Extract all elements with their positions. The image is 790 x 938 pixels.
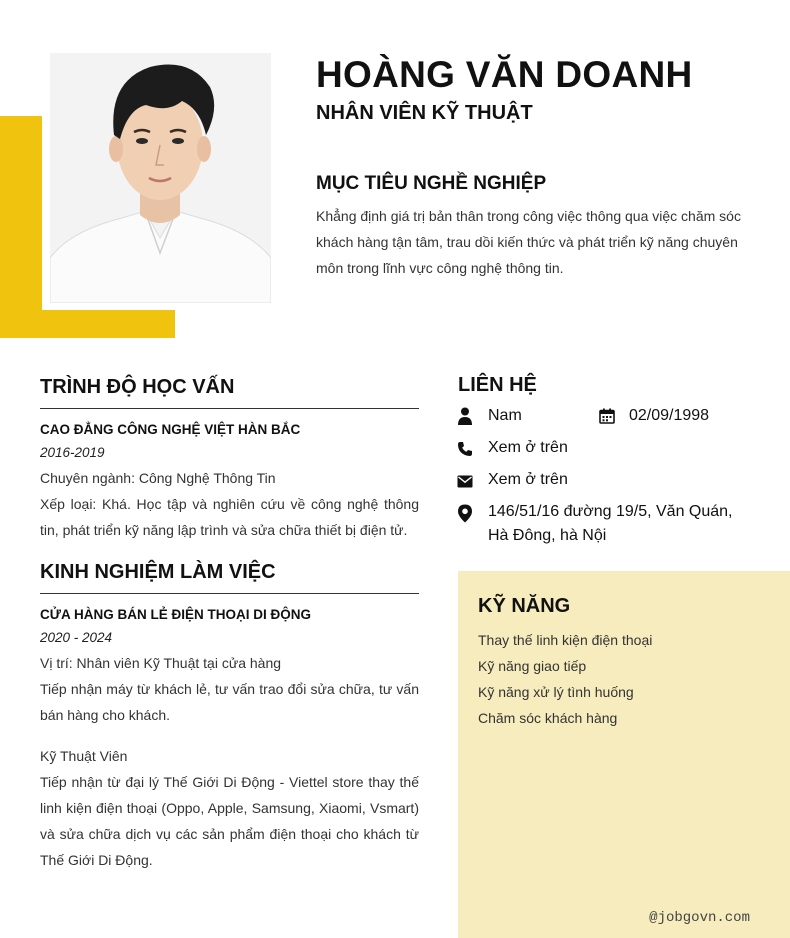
- contact-phone: Xem ở trên: [488, 439, 568, 456]
- skills-heading: KỸ NĂNG: [478, 595, 571, 617]
- skill-item: Kỹ năng xử lý tình huống: [478, 684, 634, 700]
- experience-position: Vị trí: Nhân viên Kỹ Thuật tại cửa hàng: [40, 655, 282, 671]
- education-heading: TRÌNH ĐỘ HỌC VẤN: [40, 376, 235, 398]
- contact-birthdate: 02/09/1998: [629, 407, 710, 424]
- experience-years: 2020 - 2024: [40, 630, 113, 645]
- objective-heading: MỤC TIÊU NGHỀ NGHIỆP: [316, 173, 547, 194]
- accent-bar-vertical: [0, 116, 42, 338]
- education-school: CAO ĐẲNG CÔNG NGHỆ VIỆT HÀN BẮC: [40, 422, 301, 437]
- skills-panel: [458, 571, 790, 938]
- accent-bar-horizontal: [0, 310, 175, 338]
- experience-description: Tiếp nhận máy từ khách lẻ, tư vấn trao đổi sửa chữa, tư vấn bán hàng cho khách.: [40, 681, 419, 723]
- candidate-name: HOÀNG VĂN DOANH: [316, 54, 693, 95]
- experience-description-2: Tiếp nhận từ đại lý Thế Giới Di Động - Viettel store thay thế linh kiện điện thoại (Oppo, Apple, Samsung, Xiaomi, Vsmart) và sửa chữa dịch vụ các sản phẩm điện thoại cho khách từ Thế Giới Di Động.: [40, 774, 419, 868]
- calendar-icon: [599, 407, 615, 425]
- mail-icon: [457, 472, 473, 490]
- experience-role-2: Kỹ Thuật Viên: [40, 748, 128, 764]
- watermark: @jobgovn.com: [649, 910, 750, 926]
- skill-item: Kỹ năng giao tiếp: [478, 658, 587, 674]
- education-divider: [40, 408, 419, 409]
- education-major: Chuyên ngành: Công Nghệ Thông Tin: [40, 470, 276, 486]
- experience-divider: [40, 593, 419, 594]
- phone-icon: [457, 440, 473, 458]
- experience-heading: KINH NGHIỆM LÀM VIỆC: [40, 561, 276, 583]
- education-description: Xếp loại: Khá. Học tập và nghiên cứu về công nghệ thông tin, phát triển kỹ năng lập trình và sửa chữa thiết bị điện tử.: [40, 496, 419, 538]
- skills-list: [478, 627, 652, 731]
- contact-heading: LIÊN HỆ: [458, 374, 537, 396]
- objective-text: Khẳng định giá trị bản thân trong công việc thông qua việc chăm sóc khách hàng tận tâm, trau dồi kiến thức và phát triển kỹ năng chuyên môn trong lĩnh vực công nghệ thông tin.: [316, 208, 741, 276]
- experience-company: CỬA HÀNG BÁN LẺ ĐIỆN THOẠI DI ĐỘNG: [40, 607, 311, 622]
- job-title: NHÂN VIÊN KỸ THUẬT: [316, 102, 533, 124]
- person-icon: [457, 407, 473, 425]
- education-years: 2016-2019: [40, 445, 105, 460]
- contact-address-line1: 146/51/16 đường 19/5, Văn Quán,: [488, 503, 733, 520]
- profile-photo: [50, 53, 271, 303]
- location-pin-icon: [457, 504, 473, 522]
- contact-address-line2: Hà Đông, hà Nội: [488, 527, 607, 544]
- skill-item: Thay thế linh kiện điện thoại: [478, 632, 653, 648]
- skill-item: Chăm sóc khách hàng: [478, 710, 618, 726]
- contact-email: Xem ở trên: [488, 471, 568, 488]
- contact-gender: Nam: [488, 407, 522, 424]
